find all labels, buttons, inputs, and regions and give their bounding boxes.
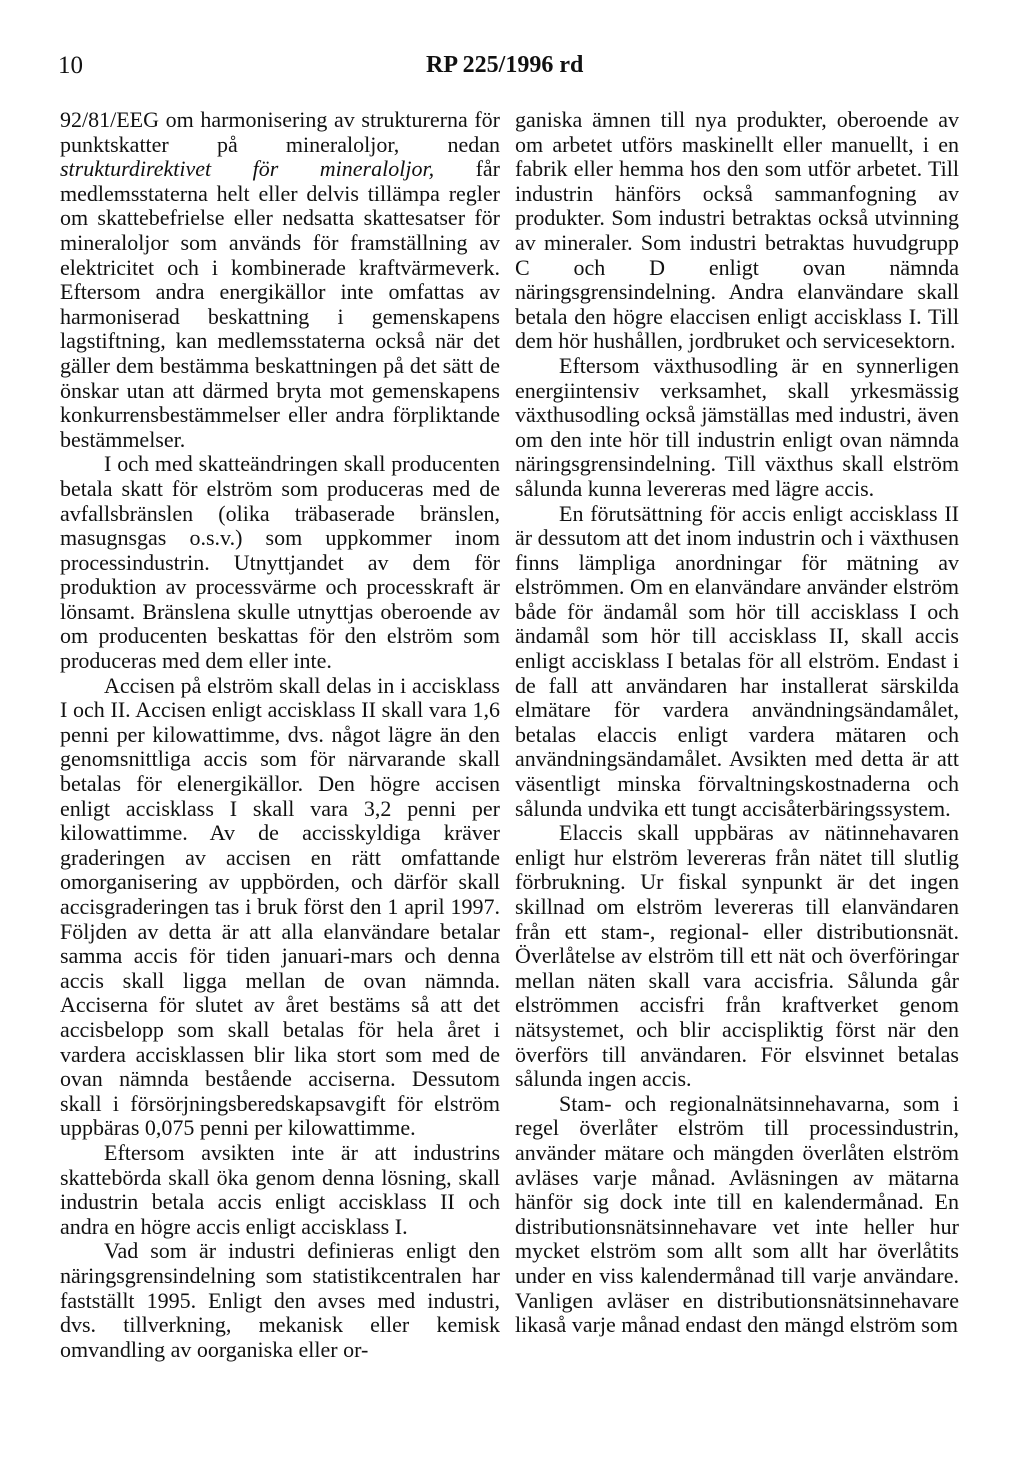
paragraph-9: Elaccis skall uppbäras av nätinnehavaren enligt hur elström levereras från nätet till slutlig förbrukning. Ur fiskal synpunkt är det ingen skillnad om elström levereras till elanvändaren från ett stam-, regional- eller distributionsnät. Överlåtelse av elström till ett nät och överföringar mellan näten skall vara accisfria. Sålunda går elströmmen accisfri från kraftverket genom nätsystemet, och blir accispliktig först när den överförs till användaren. För elsvinnet betalas sålunda ingen accis.: [515, 820, 959, 1092]
paragraph-10: Stam- och regionalnätsinnehavarna, som i regel överlåter elström till processindustrin, använder mätare och mängden överlåten elström avläses varje månad. Avläsningen av mätarna hänför sig dock inte till en kalendermånad. En distributionsnätsinnehavare vet inte heller hur mycket elström som allt som allt har överlåtits under en viss kalendermånad till varje användare. Vanligen avläser en distributionsnätsinnehavare likaså varje månad endast den mängd elström som: [515, 1090, 959, 1338]
paragraph-6: ganiska ämnen till nya produkter, oberoende av om arbetet utförs maskinellt eller manuellt, i en fabrik eller hemma hos den som utför arbetet. Till industrin hänförs också sammanfogning av produkter. Som industri betraktas också utvinning av mineraler. Som industri betraktas huvudgrupp C och D enligt ovan nämnda näringsgrensindelning. Andra elanvändare skall betala den högre elaccisen enligt accisklass I. Till dem hör hushållen, jordbruket och servicesektorn.: [515, 107, 959, 354]
left-column: [60, 108, 500, 1362]
paragraph-8: En förutsättning för accis enligt accisklass II är dessutom att det inom industrin och i växthusen finns lämpliga anordningar för mätning av elströmmen. Om en elanvändare använder elström både för ändamål som hör till accisklass I och ändamål som hör till accisklass II, skall accis enligt accisklass I betalas för all elström. Endast i de fall att användaren har installerat särskilda elmätare för vardera användningsändamålet, betalas elaccis enligt vardera mätaren och användningsändamålet. Avsikten med detta är att väsentligt minska förvaltningskostnaderna och sålunda undvika ett tungt accisåterbäringssystem.: [515, 500, 959, 821]
paragraph-1-italic: strukturdirektivet för mineraloljor,: [60, 156, 435, 182]
document-id: RP 225/1996 rd: [426, 52, 584, 78]
paragraph-1-post: får medlemsstaterna helt eller delvis tillämpa regler om skattebefrielse eller nedsatta skattesatser för mineraloljor som används för framställning av elektricitet och i kombinerade kraftvärmeverk. Eftersom andra energikällor inte omfattas av harmoniserad beskattning i gemenskapens lagstiftning, kan medlemsstaterna också när det gäller dem bestämma beskattningen på det sätt de önskar utan att därmed bryta mot gemenskapens konkurrensbestämmelser eller andra förpliktande bestämmelser.: [60, 156, 500, 452]
paragraph-7: Eftersom växthusodling är en synnerligen energiintensiv verksamhet, skall yrkesmässig växthusodling också jämställas med industri, även om den inte hör till industrin enligt ovan nämnda näringsgrensindelning. Till växthus skall elström sålunda kunna levereras med lägre accis.: [515, 352, 959, 501]
paragraph-1: [60, 108, 500, 452]
right-column: [515, 108, 959, 1338]
paragraph-5: Vad som är industri definieras enligt den näringsgrensindelning som statistikcentralen har fastställt 1995. Enligt den avses med industri, dvs. tillverkning, mekanisk eller kemisk omvandling av oorganiska eller or-: [60, 1238, 500, 1362]
paragraph-2: I och med skatteändringen skall producenten betala skatt för elström som produceras med de avfallsbränslen (olika träbaserade bränslen, masugnsgas o.s.v.) som uppkommer inom processindustrin. Utnyttjandet av dem för produktion av processvärme och processkraft är lönsamt. Bränslena skulle utnyttjas oberoende av om producenten beskattas för den elström som produceras med dem eller inte.: [60, 451, 500, 674]
page-number: 10: [58, 52, 83, 79]
paragraph-3: Accisen på elström skall delas in i accisklass I och II. Accisen enligt accisklass II skall vara 1,6 penni per kilowattimme, dvs. något lägre än den genomsnittliga accis som för närvarande skall betalas för elenergikällor. Den högre accisen enligt accisklass I skall vara 3,2 penni per kilowattimme. Av de accisskyldiga kräver graderingen av accisen en rätt omfattande omorganisering av uppbörden, och därför skall accisgraderingen tas i bruk först den 1 april 1997. Följden av detta är att alla elanvändare betalar samma accis för tiden januari-mars och denna accis skall ligga mellan de ovan nämnda. Acciserna för slutet av året bestäms så att det accisbelopp som skall betalas för hela året i vardera accisklassen blir lika stort som med de ovan nämnda bestående acciserna. Dessutom skall i försörjningsberedskapsavgift för elström uppbäras 0,075 penni per kilowattimme.: [60, 672, 500, 1141]
paragraph-1-pre: 92/81/EEG om harmonisering av strukturerna för punktskatter på mineraloljor, nedan: [60, 107, 500, 157]
page-header: [58, 52, 958, 92]
paragraph-4: Eftersom avsikten inte är att industrins skattebörda skall öka genom denna lösning, skall industrin betala accis enligt accisklass II och andra en högre accis enligt accisklass I.: [60, 1139, 500, 1239]
